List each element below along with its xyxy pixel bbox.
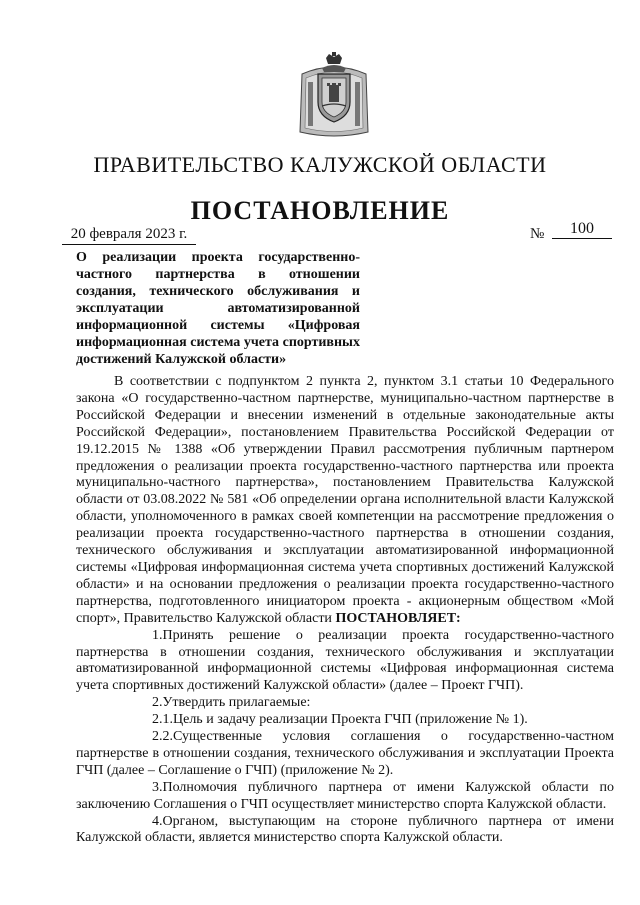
item-number: 2. xyxy=(152,695,163,711)
list-item xyxy=(76,712,614,729)
preamble xyxy=(76,374,614,628)
item-number: 2.1. xyxy=(152,712,173,728)
item-text: Существенные условия соглашения о государственно-частном партнерстве в отношении создания, технического обслуживания и эксплуатации Проекта ГЧП (далее – Соглашение о ГЧП) (приложение № 2). xyxy=(76,729,614,778)
document-number: 100 xyxy=(552,220,612,239)
document-date: 20 февраля 2023 г. xyxy=(62,226,196,245)
list-item xyxy=(76,695,614,712)
document-body xyxy=(76,374,614,847)
item-text: Утвердить прилагаемые: xyxy=(162,695,311,711)
item-text: Органом, выступающим на стороне публичного партнера от имени Калужской области, является министерство спорта Калужской области. xyxy=(76,813,614,846)
preamble-text: В соответствии с подпунктом 2 пункта 2, пунктом 3.1 статьи 10 Федерального закона «О государственно-частном партнерстве, муниципально-частном партнерстве в Российской Федерации и внесении изменений в отдельные законодательные акты Российской Федерации», постановлением Правительства Российской Федерации от 19.12.2015 № 1388 «Об утверждении Правил рассмотрения публичным партнером предложения о реализации проекта государственно-частного партнерства или проекта муниципально-частного партнерства», постановлением Правительства Калужской области от 03.08.2022 № 581 «Об определении органа исполнительной власти Калужской области, уполномоченного в рамках своей компетенции на рассмотрение предложения о реализации проекта государственно-частного партнерства в отношении создания, технического обслуживания и эксплуатации автоматизированной информационной системы «Цифровая информационная система учета спортивных достижений Калужской области» и на основании предложения о реализации проекта государственно-частного партнерства, подготовленного инициатором проекта - акционерным обществом «Мой спорт», Правительство Калужской области xyxy=(76,374,614,626)
document-subject: О реализации проекта государственно-частного партнерства в отношении создания, технического обслуживания и эксплуатации автоматизированной информационной системы «Цифровая информационная система учета спортивных достижений Калужской области» xyxy=(76,250,360,367)
decree-word: ПОСТАНОВЛЯЕТ: xyxy=(335,610,461,626)
list-item xyxy=(76,628,614,696)
number-label: № xyxy=(530,226,545,242)
item-number: 4. xyxy=(152,813,163,829)
item-number: 3. xyxy=(152,779,163,795)
item-text: Цель и задачу реализации Проекта ГЧП (приложение № 1). xyxy=(173,712,528,728)
item-text: Полномочия публичного партнера от имени Калужской области по заключению Соглашения о ГЧП осуществляет министерство спорта Калужской области. xyxy=(76,779,614,812)
item-number: 2.2. xyxy=(152,729,173,745)
government-title: ПРАВИТЕЛЬСТВО КАЛУЖСКОЙ ОБЛАСТИ xyxy=(93,152,547,177)
document-type: ПОСТАНОВЛЕНИЕ xyxy=(190,196,450,225)
list-item xyxy=(76,814,614,848)
item-text: Принять решение о реализации проекта государственно-частного партнерства в отношении создания, технического обслуживания и эксплуатации автоматизированной информационной системы «Цифровая информационная система учета спортивных достижений Калужской области» (далее – Проект ГЧП). xyxy=(76,627,614,694)
list-item xyxy=(76,729,614,780)
item-number: 1. xyxy=(152,627,163,643)
list-item xyxy=(76,780,614,814)
coat-of-arms-icon xyxy=(296,52,372,140)
